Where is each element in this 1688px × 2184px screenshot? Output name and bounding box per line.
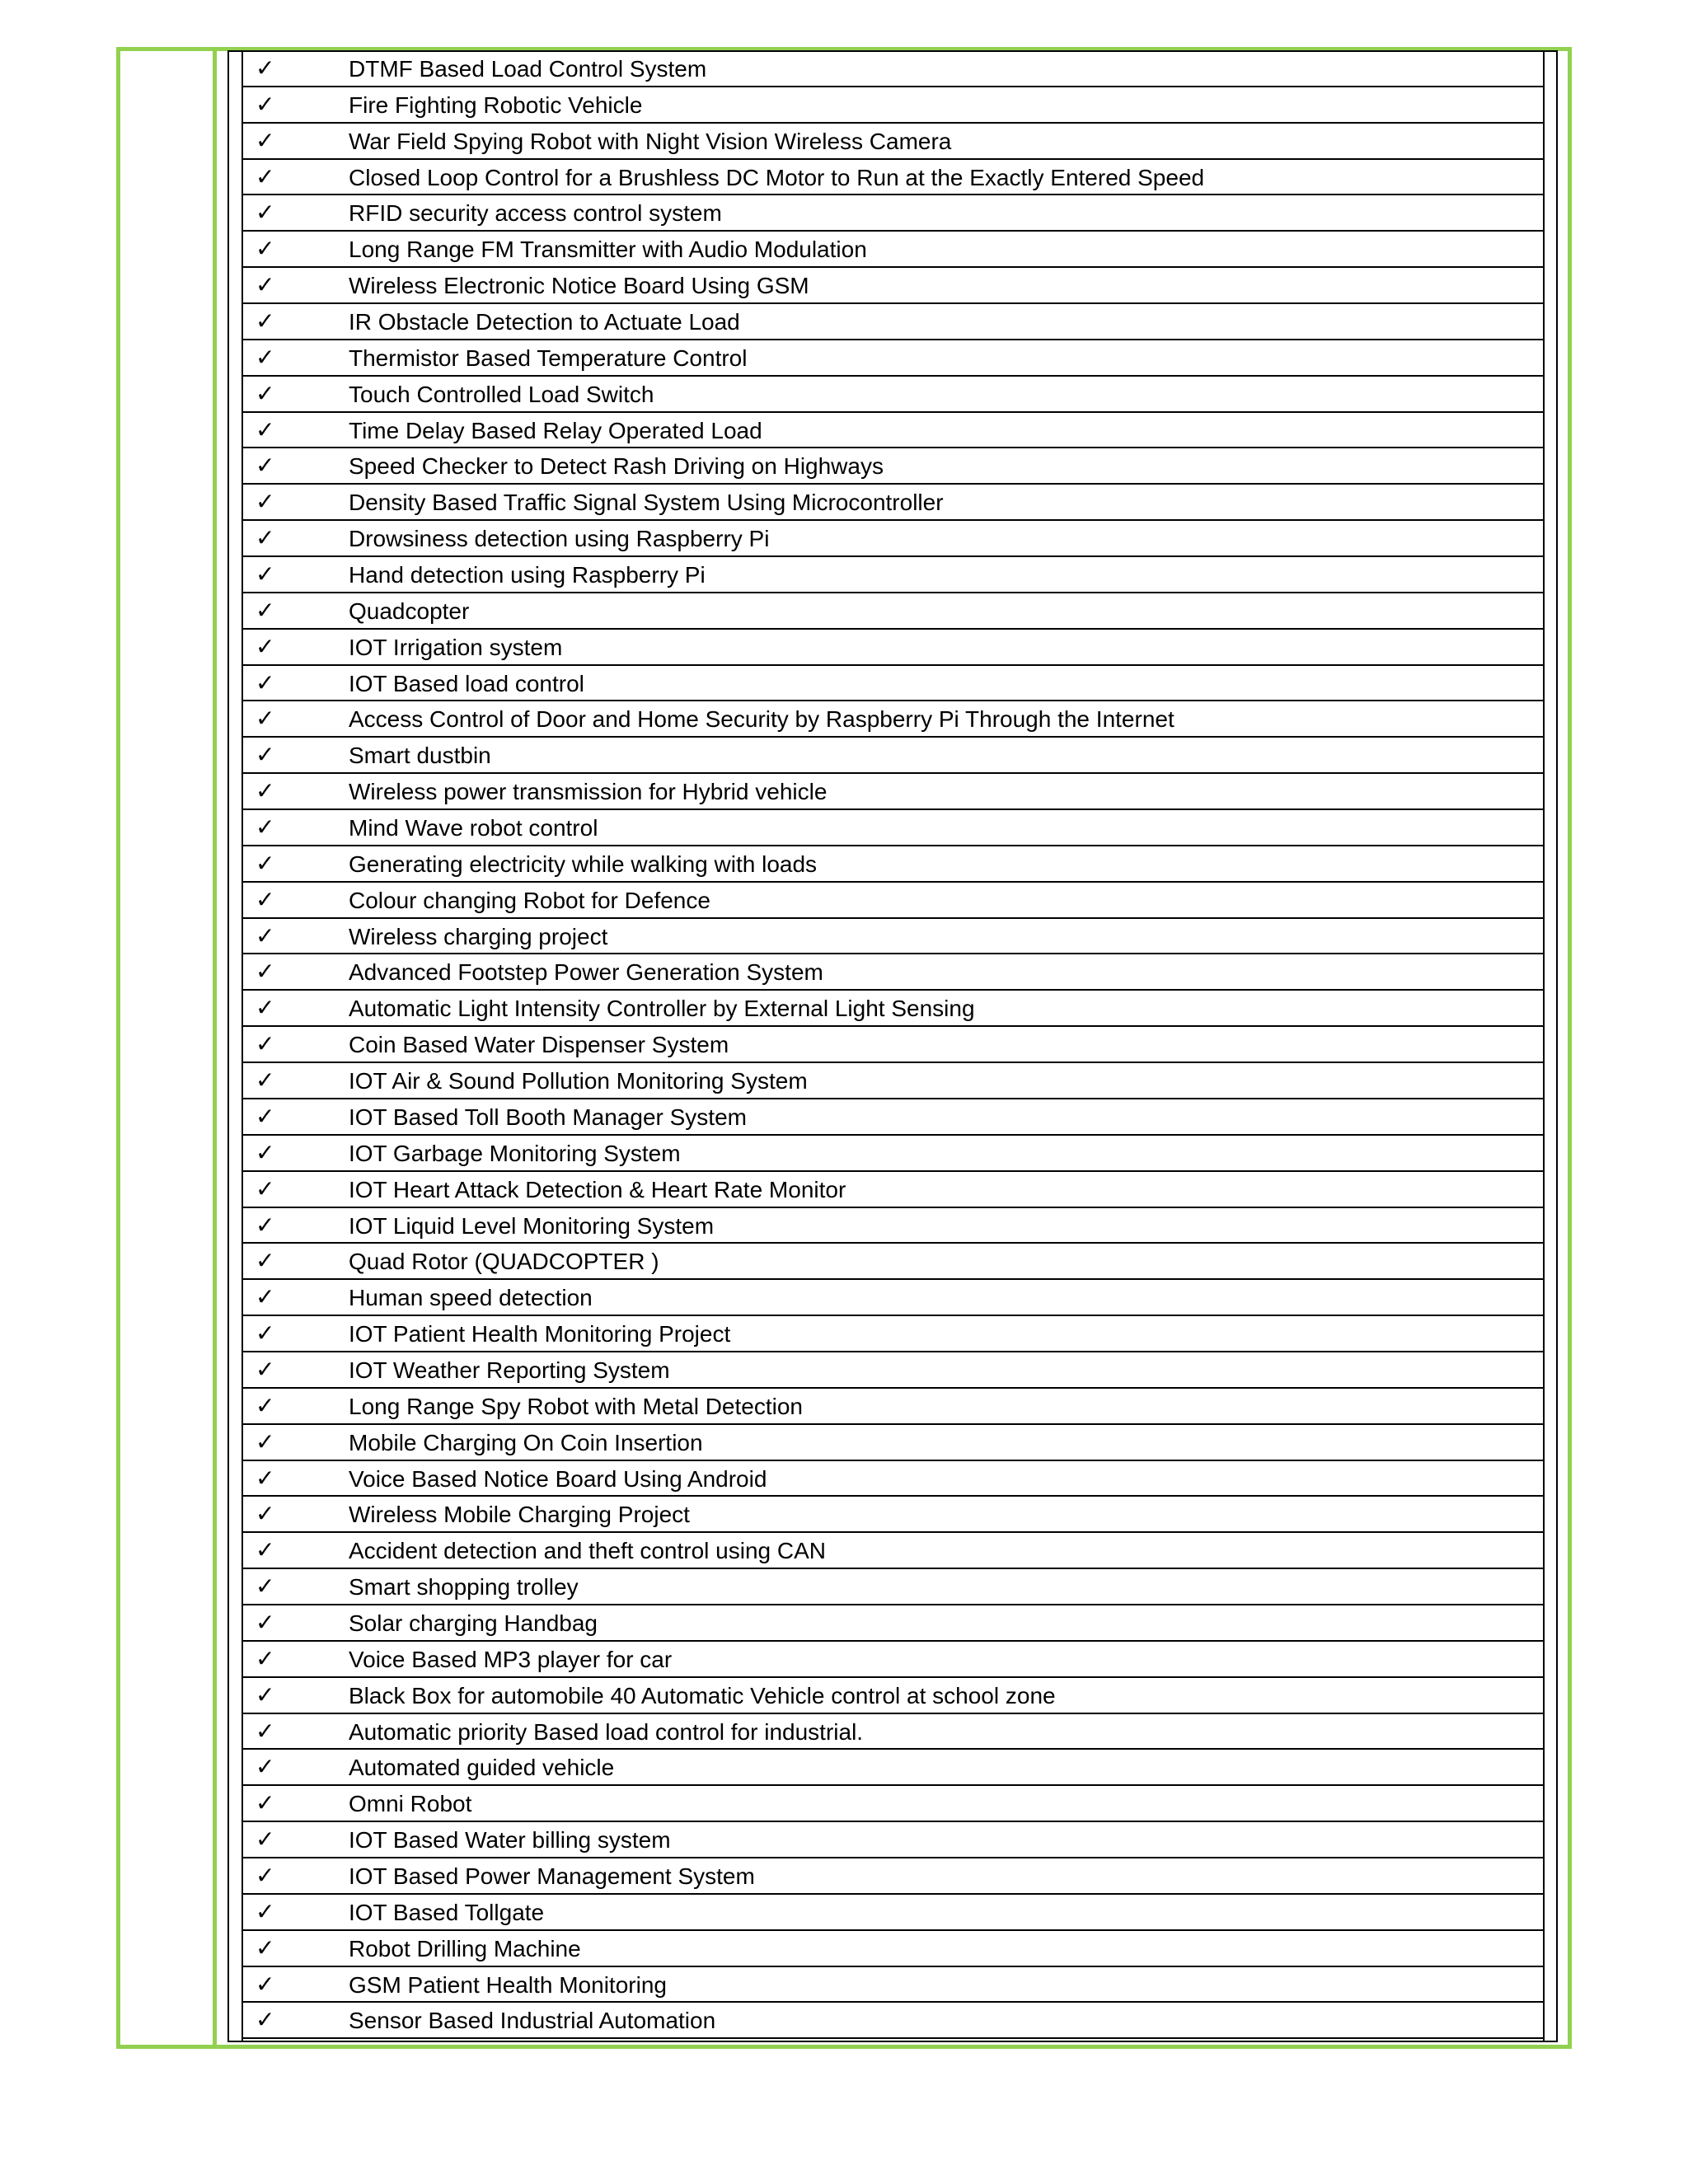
list-item bbox=[243, 1461, 1543, 1497]
list-item bbox=[243, 1425, 1543, 1461]
list-item-label: IOT Based Toll Booth Manager System bbox=[349, 1104, 747, 1130]
checkmark-icon: ✓ bbox=[256, 1897, 275, 1925]
list-item bbox=[243, 1136, 1543, 1172]
checkmark-icon: ✓ bbox=[256, 1789, 275, 1817]
list-item bbox=[243, 340, 1543, 377]
list-item bbox=[243, 195, 1543, 232]
list-item-label: Long Range FM Transmitter with Audio Modulation bbox=[349, 237, 867, 263]
checkmark-icon: ✓ bbox=[256, 1355, 275, 1383]
list-item-label: GSM Patient Health Monitoring bbox=[349, 1971, 667, 1998]
list-item-label: Speed Checker to Detect Rash Driving on Highways bbox=[349, 453, 884, 480]
list-item-label: Accident detection and theft control using CAN bbox=[349, 1538, 827, 1564]
list-item bbox=[243, 1063, 1543, 1099]
list-item-label: DTMF Based Load Control System bbox=[349, 56, 707, 82]
checkmark-icon: ✓ bbox=[256, 777, 275, 805]
list-item bbox=[243, 448, 1543, 485]
list-item-label: Quadcopter bbox=[349, 598, 470, 624]
checkmark-icon: ✓ bbox=[256, 596, 275, 624]
checkmark-icon: ✓ bbox=[256, 343, 275, 371]
list-item-label: Sensor Based Industrial Automation bbox=[349, 2008, 716, 2034]
checkmark-icon: ✓ bbox=[256, 1861, 275, 1889]
list-item bbox=[243, 268, 1543, 304]
list-item bbox=[243, 1967, 1543, 2004]
list-item-label: Wireless power transmission for Hybrid vehicle bbox=[349, 779, 828, 805]
list-item bbox=[243, 1244, 1543, 1280]
checkmark-icon: ✓ bbox=[256, 994, 275, 1022]
list-item bbox=[243, 1316, 1543, 1352]
list-item-label: Thermistor Based Temperature Control bbox=[349, 344, 748, 371]
list-item-label: Smart shopping trolley bbox=[349, 1574, 579, 1601]
list-item bbox=[243, 666, 1543, 702]
list-item-label: Touch Controlled Load Switch bbox=[349, 381, 654, 407]
list-item-label: RFID security access control system bbox=[349, 200, 722, 227]
list-item bbox=[243, 124, 1543, 160]
list-item-label: IOT Based Tollgate bbox=[349, 1899, 545, 1925]
list-item bbox=[243, 1642, 1543, 1678]
checkmark-icon: ✓ bbox=[256, 1102, 275, 1130]
list-item bbox=[243, 1822, 1543, 1858]
list-item-label: Fire Fighting Robotic Vehicle bbox=[349, 91, 643, 118]
list-item bbox=[243, 557, 1543, 593]
checkmark-icon: ✓ bbox=[256, 162, 275, 190]
project-list bbox=[243, 51, 1543, 2039]
checkmark-icon: ✓ bbox=[256, 1427, 275, 1455]
list-item bbox=[243, 1389, 1543, 1425]
list-item-label: Density Based Traffic Signal System Using Microcontroller bbox=[349, 490, 944, 516]
checkmark-icon: ✓ bbox=[256, 199, 275, 227]
list-item-label: Hand detection using Raspberry Pi bbox=[349, 562, 706, 588]
checkmark-icon: ✓ bbox=[256, 958, 275, 986]
list-item-label: Robot Drilling Machine bbox=[349, 1935, 581, 1961]
list-item-label: IOT Liquid Level Monitoring System bbox=[349, 1212, 715, 1239]
checkmark-icon: ✓ bbox=[256, 271, 275, 299]
list-item-label: IOT Based Water billing system bbox=[349, 1827, 671, 1854]
list-item-label: Advanced Footstep Power Generation System bbox=[349, 959, 823, 986]
list-item bbox=[243, 919, 1543, 955]
list-item-label: IOT Heart Attack Detection & Heart Rate Monitor bbox=[349, 1176, 846, 1202]
list-item bbox=[243, 160, 1543, 196]
list-item-label: Voice Based Notice Board Using Android bbox=[349, 1465, 767, 1492]
list-item-label: Automated guided vehicle bbox=[349, 1755, 615, 1781]
checkmark-icon: ✓ bbox=[256, 1644, 275, 1672]
list-item bbox=[243, 1931, 1543, 1967]
checkmark-icon: ✓ bbox=[256, 1247, 275, 1275]
list-item-label: IOT Irrigation system bbox=[349, 634, 563, 660]
list-item bbox=[243, 1605, 1543, 1642]
list-item-label: Closed Loop Control for a Brushless DC Motor to Run at the Exactly Entered Speed bbox=[349, 164, 1205, 190]
list-item-label: Omni Robot bbox=[349, 1791, 472, 1817]
checkmark-icon: ✓ bbox=[256, 452, 275, 480]
list-item bbox=[243, 1099, 1543, 1136]
checkmark-icon: ✓ bbox=[256, 1753, 275, 1781]
list-item bbox=[243, 377, 1543, 413]
checkmark-icon: ✓ bbox=[256, 1138, 275, 1166]
checkmark-icon: ✓ bbox=[256, 560, 275, 588]
list-item bbox=[243, 774, 1543, 810]
list-item bbox=[243, 1714, 1543, 1750]
checkmark-icon: ✓ bbox=[256, 1391, 275, 1419]
checkmark-icon: ✓ bbox=[256, 1933, 275, 1961]
checkmark-icon: ✓ bbox=[256, 1608, 275, 1636]
checkmark-icon: ✓ bbox=[256, 1066, 275, 1094]
list-item-label: Long Range Spy Robot with Metal Detection bbox=[349, 1393, 803, 1419]
list-item bbox=[243, 485, 1543, 521]
checkmark-icon: ✓ bbox=[256, 1211, 275, 1239]
list-item bbox=[243, 87, 1543, 124]
list-item-label: Wireless charging project bbox=[349, 923, 608, 949]
checkmark-icon: ✓ bbox=[256, 1030, 275, 1058]
list-item-label: IOT Garbage Monitoring System bbox=[349, 1140, 681, 1166]
list-item bbox=[243, 1208, 1543, 1244]
list-item bbox=[243, 413, 1543, 449]
list-item-label: Coin Based Water Dispenser System bbox=[349, 1032, 729, 1058]
list-item bbox=[243, 738, 1543, 774]
checkmark-icon: ✓ bbox=[256, 524, 275, 552]
list-item bbox=[243, 304, 1543, 340]
checkmark-icon: ✓ bbox=[256, 379, 275, 407]
list-item-label: Black Box for automobile 40 Automatic Vehicle control at school zone bbox=[349, 1682, 1056, 1708]
list-item-label: Automatic Light Intensity Controller by External Light Sensing bbox=[349, 996, 975, 1022]
list-item-label: Access Control of Door and Home Security by Raspberry Pi Through the Internet bbox=[349, 706, 1175, 733]
checkmark-icon: ✓ bbox=[256, 1500, 275, 1528]
checkmark-icon: ✓ bbox=[256, 668, 275, 696]
checkmark-icon: ✓ bbox=[256, 2006, 275, 2034]
list-item-label: IOT Weather Reporting System bbox=[349, 1357, 670, 1383]
list-item-label: Smart dustbin bbox=[349, 743, 491, 769]
list-item bbox=[243, 1027, 1543, 1063]
list-item bbox=[243, 883, 1543, 919]
list-item-label: Wireless Electronic Notice Board Using GSM bbox=[349, 273, 809, 299]
checkmark-icon: ✓ bbox=[256, 741, 275, 769]
checkmark-icon: ✓ bbox=[256, 488, 275, 516]
list-item-label: War Field Spying Robot with Night Vision Wireless Camera bbox=[349, 128, 952, 154]
list-item bbox=[243, 1858, 1543, 1895]
list-item-label: Voice Based MP3 player for car bbox=[349, 1646, 673, 1672]
list-item bbox=[243, 810, 1543, 846]
checkmark-icon: ✓ bbox=[256, 1970, 275, 1998]
list-item bbox=[243, 991, 1543, 1027]
list-item-label: Time Delay Based Relay Operated Load bbox=[349, 417, 762, 443]
checkmark-icon: ✓ bbox=[256, 415, 275, 443]
checkmark-icon: ✓ bbox=[256, 307, 275, 335]
checkmark-icon: ✓ bbox=[256, 1825, 275, 1854]
checkmark-icon: ✓ bbox=[256, 1319, 275, 1347]
checkmark-icon: ✓ bbox=[256, 1572, 275, 1601]
list-item bbox=[243, 630, 1543, 666]
list-item bbox=[243, 1280, 1543, 1316]
checkmark-icon: ✓ bbox=[256, 235, 275, 263]
checkmark-icon: ✓ bbox=[256, 126, 275, 154]
list-item-label: IOT Based Power Management System bbox=[349, 1863, 755, 1889]
checkmark-icon: ✓ bbox=[256, 813, 275, 841]
checkmark-icon: ✓ bbox=[256, 90, 275, 118]
list-item bbox=[243, 2003, 1543, 2039]
checkmark-icon: ✓ bbox=[256, 54, 275, 82]
list-item-label: Wireless Mobile Charging Project bbox=[349, 1502, 690, 1528]
list-item-label: Quad Rotor (QUADCOPTER ) bbox=[349, 1249, 659, 1275]
list-item-label: Automatic priority Based load control for industrial. bbox=[349, 1718, 864, 1745]
list-item bbox=[243, 1786, 1543, 1822]
checkmark-icon: ✓ bbox=[256, 1174, 275, 1202]
list-item bbox=[243, 1569, 1543, 1605]
list-item-label: IOT Based load control bbox=[349, 670, 584, 696]
list-item bbox=[243, 1750, 1543, 1786]
checkmark-icon: ✓ bbox=[256, 885, 275, 913]
list-item-label: Colour changing Robot for Defence bbox=[349, 887, 710, 913]
checkmark-icon: ✓ bbox=[256, 1680, 275, 1708]
list-item bbox=[243, 1895, 1543, 1931]
checkmark-icon: ✓ bbox=[256, 632, 275, 660]
list-item-label: IR Obstacle Detection to Actuate Load bbox=[349, 309, 740, 335]
checkmark-icon: ✓ bbox=[256, 1464, 275, 1492]
list-item bbox=[243, 521, 1543, 557]
list-item-label: Mind Wave robot control bbox=[349, 815, 598, 841]
checkmark-icon: ✓ bbox=[256, 1536, 275, 1564]
list-item bbox=[243, 701, 1543, 738]
checkmark-icon: ✓ bbox=[256, 921, 275, 949]
list-item-label: Mobile Charging On Coin Insertion bbox=[349, 1429, 703, 1455]
list-item-label: Drowsiness detection using Raspberry Pi bbox=[349, 526, 770, 552]
checkmark-icon: ✓ bbox=[256, 705, 275, 733]
list-item bbox=[243, 1352, 1543, 1389]
list-item-label: IOT Air & Sound Pollution Monitoring System bbox=[349, 1068, 808, 1094]
checkmark-icon: ✓ bbox=[256, 1717, 275, 1745]
checkmark-icon: ✓ bbox=[256, 1283, 275, 1311]
list-item bbox=[243, 1533, 1543, 1569]
list-item bbox=[243, 232, 1543, 268]
checkmark-icon: ✓ bbox=[256, 849, 275, 877]
list-item-label: Human speed detection bbox=[349, 1285, 593, 1311]
list-item bbox=[243, 593, 1543, 630]
list-item-label: Solar charging Handbag bbox=[349, 1610, 598, 1636]
list-item bbox=[243, 51, 1543, 87]
list-item-label: IOT Patient Health Monitoring Project bbox=[349, 1321, 731, 1347]
list-item bbox=[243, 1172, 1543, 1208]
list-item bbox=[243, 846, 1543, 883]
list-item bbox=[243, 1678, 1543, 1714]
list-item-label: Generating electricity while walking with loads bbox=[349, 851, 818, 877]
list-item bbox=[243, 1497, 1543, 1533]
list-item bbox=[243, 954, 1543, 991]
